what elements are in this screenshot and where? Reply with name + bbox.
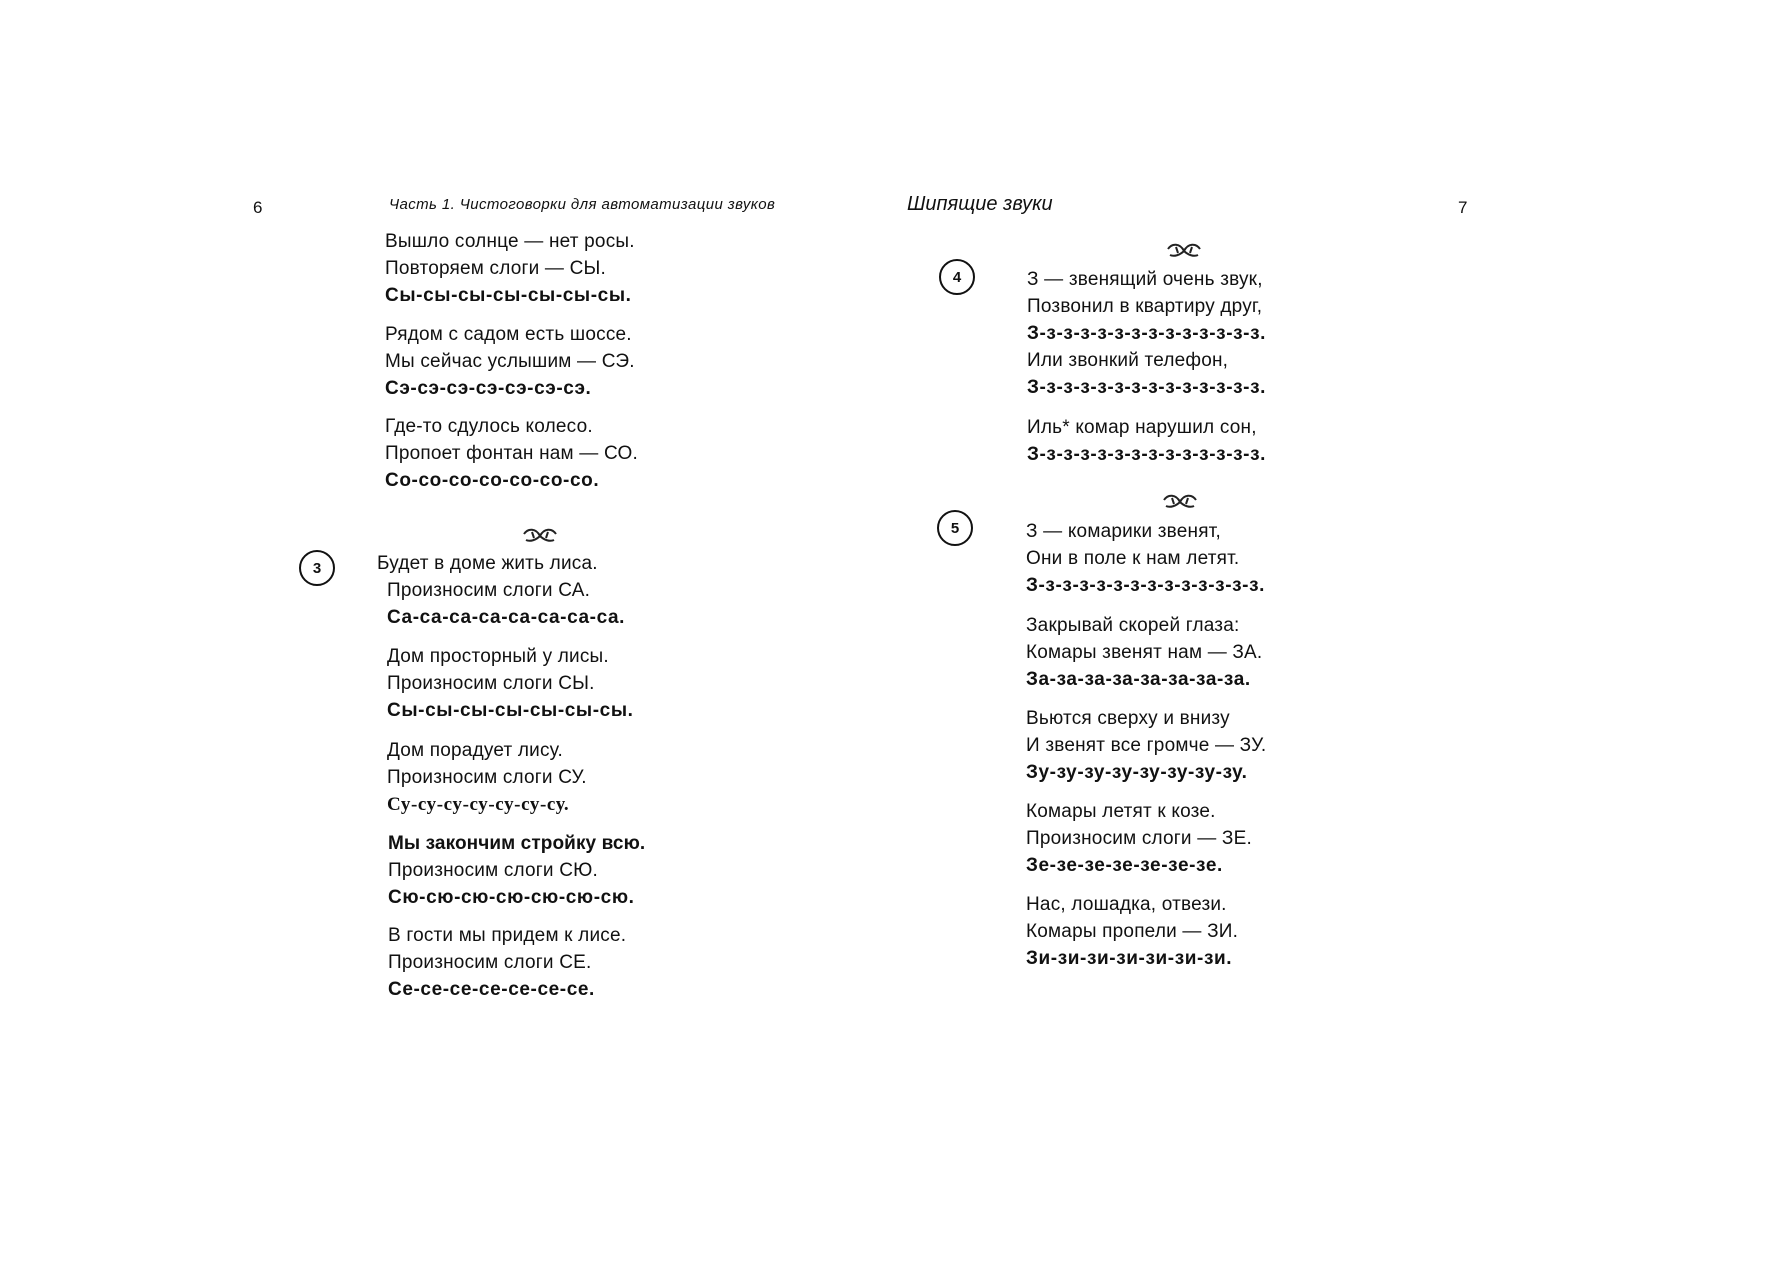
page-number: 6 (253, 198, 263, 217)
syllable-line: З-з-з-з-з-з-з-з-з-з-з-з-з-з. (1027, 323, 1267, 344)
stanza (385, 321, 635, 402)
stanza (387, 737, 587, 818)
stanza (388, 922, 626, 1003)
running-head: Часть 1. Чистоговорки для автоматизации звуков (389, 196, 776, 213)
syllable-line: З-з-з-з-з-з-з-з-з-з-з-з-з-з. (1026, 575, 1266, 596)
stanza (385, 228, 635, 309)
verse-line: Иль* комар нарушил сон, (1027, 417, 1257, 438)
verse-line: Произносим слоги — ЗЕ. (1026, 828, 1252, 849)
stanza (1026, 798, 1252, 879)
exercise-number-badge: 5 (937, 510, 973, 546)
verse-line: З — комарики звенят, (1026, 521, 1221, 542)
stanza (1027, 266, 1266, 401)
exercise-number-badge: 4 (939, 259, 975, 295)
verse-line: Произносим слоги СЕ. (388, 952, 592, 973)
verse-line: Мы закончим стройку всю. (388, 833, 646, 854)
syllable-line: З-з-з-з-з-з-з-з-з-з-з-з-з-з. (1027, 377, 1267, 398)
stanza (1026, 891, 1238, 972)
verse-line: Произносим слоги СЫ. (387, 673, 595, 694)
syllable-line: За-за-за-за-за-за-за-за. (1026, 669, 1251, 690)
verse-line: Произносим слоги СЮ. (388, 860, 599, 881)
stanza (377, 550, 625, 631)
verse-line: Позвонил в квартиру друг, (1027, 296, 1263, 317)
exercise-number-badge: 3 (299, 550, 335, 586)
verse-line: Вышло солнце — нет росы. (385, 231, 635, 252)
ornament-icon (518, 526, 562, 546)
verse-line: Они в поле к нам летят. (1026, 548, 1240, 569)
syllable-line: Зе-зе-зе-зе-зе-зе-зе. (1026, 855, 1223, 876)
syllable-line: Сы-сы-сы-сы-сы-сы-сы. (385, 285, 632, 306)
verse-line: Дом порадует лису. (387, 740, 563, 761)
verse-line: Мы сейчас услышим — СЭ. (385, 351, 635, 372)
verse-line: Вьются сверху и внизу (1026, 708, 1230, 729)
verse-line: Комары звенят нам — ЗА. (1026, 642, 1263, 663)
stanza (388, 830, 645, 911)
verse-line: Закрывай скорей глаза: (1026, 615, 1240, 636)
syllable-line: Сю-сю-сю-сю-сю-сю-сю. (388, 887, 635, 908)
page-number: 7 (1458, 198, 1468, 217)
ornament-icon (1158, 492, 1202, 512)
ornament-icon (1162, 241, 1206, 261)
running-head: Шипящие звуки (907, 193, 1053, 215)
stanza (1027, 414, 1266, 468)
verse-line: З — звенящий очень звук, (1027, 269, 1263, 290)
verse-line: Рядом с садом есть шоссе. (385, 324, 632, 345)
right-page (895, 0, 1790, 1278)
syllable-line: Сы-сы-сы-сы-сы-сы-сы. (387, 700, 634, 721)
verse-line: В гости мы придем к лисе. (388, 925, 627, 946)
verse-line: И звенят все громче — ЗУ. (1026, 735, 1267, 756)
verse-line: Произносим слоги СА. (387, 580, 591, 601)
verse-line: Комары пропели — ЗИ. (1026, 921, 1239, 942)
syllable-line: Сэ-сэ-сэ-сэ-сэ-сэ-сэ. (385, 378, 592, 399)
syllable-line: Су-су-су-су-су-су-су. (387, 794, 570, 815)
verse-line: Комары летят к козе. (1026, 801, 1216, 822)
syllable-line: Са-са-са-са-са-са-са-са. (387, 607, 626, 628)
stanza (1026, 612, 1262, 693)
verse-line: Произносим слоги СУ. (387, 767, 587, 788)
syllable-line: Зи-зи-зи-зи-зи-зи-зи. (1026, 948, 1233, 969)
stanza (385, 413, 638, 494)
syllable-line: З-з-з-з-з-з-з-з-з-з-з-з-з-з. (1027, 444, 1267, 465)
stanza (1026, 705, 1266, 786)
verse-line: Повторяем слоги — СЫ. (385, 258, 606, 279)
verse-line: Или звонкий телефон, (1027, 350, 1229, 371)
stanza (1026, 518, 1265, 599)
stanza (387, 643, 634, 724)
left-page (0, 0, 895, 1278)
syllable-line: Се-се-се-се-се-се-се. (388, 979, 595, 1000)
syllable-line: Со-со-со-со-со-со-со. (385, 470, 600, 491)
verse-line: Пропоет фонтан нам — СО. (385, 443, 638, 464)
verse-line: Где-то сдулось колесо. (385, 416, 593, 437)
verse-line: Будет в доме жить лиса. (377, 553, 598, 574)
verse-line: Нас, лошадка, отвези. (1026, 894, 1227, 915)
syllable-line: Зу-зу-зу-зу-зу-зу-зу-зу. (1026, 762, 1248, 783)
verse-line: Дом просторный у лисы. (387, 646, 609, 667)
